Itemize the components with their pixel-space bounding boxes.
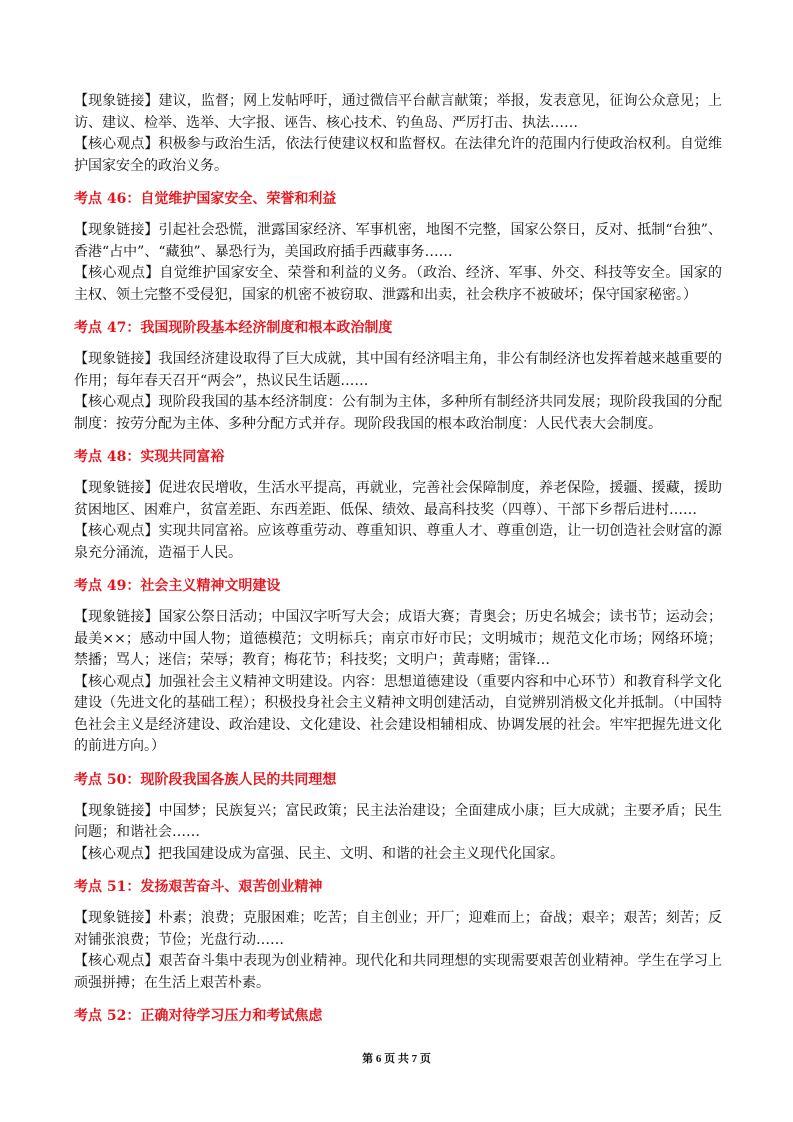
phenomenon-link-paragraph [74, 908, 722, 951]
section-heading: 考点 49：社会主义精神文明建设 [74, 578, 281, 594]
section-3 [74, 576, 722, 758]
phenomenon-link-text: 建议，监督；网上发帖呼吁，通过微信平台献言献策；举报，发表意见，征询公众意见；上访、建议、检举、选举、大字报、诬告、核心技术、钓鱼岛、严厉打击、执法…… [74, 93, 723, 131]
section-1 [74, 318, 722, 435]
core-view-tag: 【核心观点】 [74, 953, 159, 969]
phenomenon-link-paragraph [74, 91, 722, 134]
core-view-tag: 【核心观点】 [74, 136, 159, 152]
section-6 [74, 1006, 722, 1027]
core-view-tag: 【核心观点】 [74, 523, 159, 539]
section-heading: 考点 47：我国现阶段基本经济制度和根本政治制度 [74, 320, 393, 336]
document-body [74, 91, 722, 1037]
section-5 [74, 877, 722, 994]
core-view-paragraph [74, 672, 722, 758]
phenomenon-link-paragraph [74, 607, 722, 672]
phenomenon-link-text: 中国梦；民族复兴；富民政策；民主法治建设；全面建成小康；巨大成就；主要矛盾；民生问题；和谐社会…… [74, 802, 723, 840]
core-view-tag: 【核心观点】 [74, 845, 158, 862]
phenomenon-link-text: 我国经济建设取得了巨大成就，其中国有经济唱主角，非公有制经济也发挥着越来越重要的作用；每年春天召开“两会”，热议民生话题…… [74, 351, 723, 389]
core-view-tag: 【核心观点】 [74, 394, 159, 410]
phenomenon-link-text: 国家公祭日活动；中国汉字听写大会；成语大赛；青奥会；历史名城会；读书节；运动会；最美××；感动中国人物；道德模范；文明标兵；南京市好市民；文明城市；规范文化市场；网络环境；禁播；骂人；迷信；荣辱；教育；梅花节；科技奖；文明户；黄毒赌；雷锋… [74, 609, 723, 668]
phenomenon-link-paragraph [74, 220, 722, 263]
section-heading: 考点 50：现阶段我国各族人民的共同理想 [74, 771, 337, 788]
page-footer: 第 6 页 共 7 页 [362, 1053, 431, 1065]
phenomenon-link-tag: 【现象链接】 [74, 93, 159, 109]
section-heading: 考点 52：正确对待学习压力和考试焦虑 [74, 1008, 323, 1024]
phenomenon-link-tag: 【现象链接】 [74, 480, 159, 496]
phenomenon-link-tag: 【现象链接】 [74, 351, 159, 367]
phenomenon-link-paragraph [74, 478, 722, 521]
core-view-text: 艰苦奋斗集中表现为创业精神。现代化和共同理想的实现需要艰苦创业精神。学生在学习上顽强拼搏；在生活上艰苦朴素。 [74, 953, 723, 991]
phenomenon-link-tag: 【现象链接】 [74, 222, 159, 238]
core-view-tag: 【核心观点】 [74, 673, 159, 690]
section-0 [74, 189, 722, 306]
phenomenon-link-tag: 【现象链接】 [74, 609, 159, 625]
phenomenon-link-text: 促进农民增收，生活水平提高，再就业，完善社会保障制度，养老保险，援疆、援藏，援助贫困地区、困难户，贫富差距、东西差距、低保、绩效、最高科技奖（四尊）、干部下乡帮后进村…… [74, 480, 723, 518]
phenomenon-link-text: 朴素；浪费；克服困难；吃苦；自主创业；开厂；迎难而上；奋战；艰辛；艰苦；刻苦；反对铺张浪费；节俭；光盘行动…… [74, 910, 723, 948]
section-2 [74, 447, 722, 564]
section-heading: 考点 46：自觉维护国家安全、荣誉和利益 [74, 191, 337, 207]
phenomenon-link-tag: 【现象链接】 [74, 910, 159, 926]
core-view-text: 积极参与政治生活，依法行使建议权和监督权。在法律允许的范围内行使政治权利。自觉维护国家安全的政治义务。 [74, 136, 723, 174]
core-view-text: 把我国建设成为富强、民主、文明、和谐的社会主义现代化国家。 [158, 845, 564, 862]
core-view-text: 现阶段我国的基本经济制度：公有制为主体，多种所有制经济共同发展；现阶段我国的分配制度：按劳分配为主体、多种分配方式并存。现阶段我国的根本政治制度：人民代表大会制度。 [74, 394, 723, 432]
phenomenon-link-paragraph [74, 349, 722, 392]
core-view-tag: 【核心观点】 [74, 265, 160, 281]
core-view-paragraph [74, 951, 722, 994]
sections [74, 189, 722, 1027]
core-view-paragraph [74, 521, 722, 564]
core-view-text: 加强社会主义精神文明建设。内容：思想道德建设（重要内容和中心环节）和教育科学文化建设（先进文化的基础工程）；积极投身社会主义精神文明创建活动，自觉辨别消极文化并抵制。（中国特色社会主义是经济建设、政治建设、文化建设、社会建设相辅相成、协调发展的社会。牢牢把握先进文化的前进方向。） [74, 673, 723, 754]
section-4 [74, 770, 722, 866]
core-view-text: 自觉维护国家安全、荣誉和利益的义务。（政治、经济、军事、外交、科技等安全。国家的主权、领土完整不受侵犯，国家的机密不被窃取、泄露和出卖，社会秩序不被破坏；保守国家秘密。） [74, 265, 722, 303]
section-heading: 考点 51：发扬艰苦奋斗、艰苦创业精神 [74, 879, 323, 895]
phenomenon-link-tag: 【现象链接】 [74, 802, 159, 819]
intro-block [74, 91, 722, 177]
core-view-text: 实现共同富裕。应该尊重劳动、尊重知识、尊重人才、尊重创造，让一切创造社会财富的源泉充分涌流，造福于人民。 [74, 523, 723, 561]
section-heading: 考点 48：实现共同富裕 [74, 449, 225, 465]
core-view-paragraph [74, 134, 722, 177]
core-view-paragraph [74, 392, 722, 435]
phenomenon-link-paragraph [74, 801, 722, 844]
core-view-paragraph [74, 844, 722, 866]
core-view-paragraph [74, 263, 722, 306]
phenomenon-link-text: 引起社会恐慌，泄露国家经济、军事机密，地图不完整，国家公祭日，反对、抵制“台独”、香港“占中”、“藏独”、暴恐行为，美国政府插手西藏事务…… [74, 222, 723, 260]
